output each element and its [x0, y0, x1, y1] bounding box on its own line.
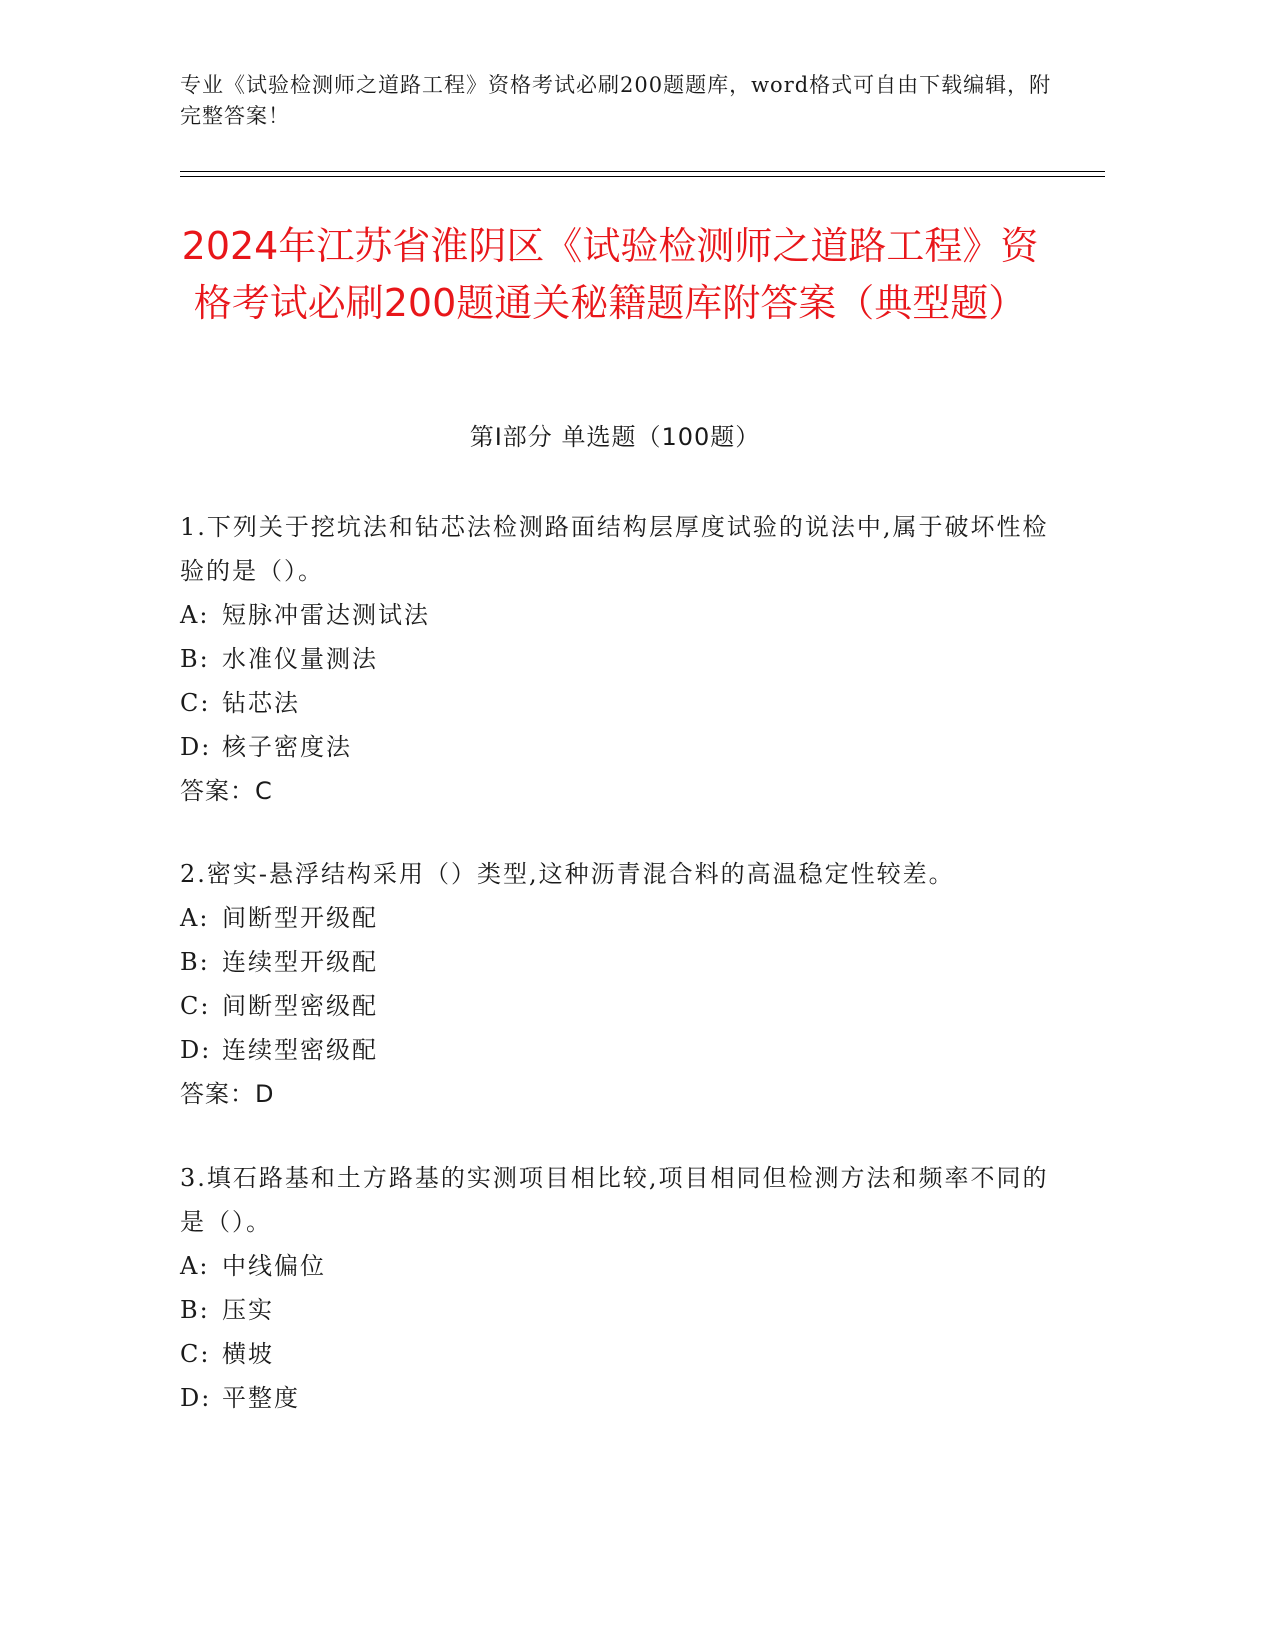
option-c — [180, 1332, 1060, 1376]
question-2 — [180, 852, 1060, 1116]
option-a — [180, 593, 1060, 637]
option-key: B: — [180, 948, 210, 976]
option-text: 连续型开级配 — [222, 948, 378, 976]
header-divider-bottom — [180, 176, 1105, 177]
option-key: D: — [180, 1384, 212, 1412]
option-c — [180, 984, 1060, 1028]
option-text: 连续型密级配 — [222, 1036, 378, 1064]
option-c — [180, 681, 1060, 725]
header-divider-top — [180, 171, 1105, 172]
option-key: D: — [180, 1036, 212, 1064]
option-text: 中线偏位 — [222, 1252, 326, 1280]
option-text: 核子密度法 — [222, 733, 352, 761]
option-text: 钻芯法 — [222, 689, 300, 717]
option-key: C: — [180, 689, 211, 717]
option-d — [180, 1028, 1060, 1072]
answer-line: 答案：D — [180, 1080, 275, 1108]
question-stem: 2.密实-悬浮结构采用（）类型,这种沥青混合料的高温稳定性较差。 — [180, 860, 955, 888]
header-note: 专业《试验检测师之道路工程》资格考试必刷200题题库，word格式可自由下载编辑，附完整答案！ — [180, 73, 1052, 128]
option-d — [180, 1376, 1060, 1420]
option-a — [180, 896, 1060, 940]
question-stem: 1.下列关于挖坑法和钻芯法检测路面结构层厚度试验的说法中,属于破坏性检验的是（）。 — [180, 513, 1049, 585]
answer-line: 答案：C — [180, 777, 273, 805]
option-text: 压实 — [222, 1296, 274, 1324]
option-b — [180, 940, 1060, 984]
option-text: 短脉冲雷达测试法 — [222, 601, 430, 629]
question-1 — [180, 505, 1060, 813]
option-key: C: — [180, 992, 211, 1020]
option-b — [180, 1288, 1060, 1332]
section-title: 第Ⅰ部分 单选题（100题） — [469, 423, 761, 451]
option-key: A: — [180, 904, 210, 932]
option-text: 水准仪量测法 — [222, 645, 378, 673]
document-title: 2024年江苏省淮阴区《试验检测师之道路工程》资格考试必刷200题通关秘籍题库附答案（典型题） — [181, 224, 1039, 325]
option-a — [180, 1244, 1060, 1288]
question-3 — [180, 1156, 1060, 1420]
question-stem: 3.填石路基和土方路基的实测项目相比较,项目相同但检测方法和频率不同的是（）。 — [180, 1164, 1049, 1236]
option-key: C: — [180, 1340, 211, 1368]
option-text: 间断型密级配 — [222, 992, 378, 1020]
option-text: 间断型开级配 — [222, 904, 378, 932]
option-text: 平整度 — [222, 1384, 300, 1412]
option-key: A: — [180, 1252, 210, 1280]
option-key: A: — [180, 601, 210, 629]
option-d — [180, 725, 1060, 769]
option-text: 横坡 — [222, 1340, 274, 1368]
option-key: B: — [180, 1296, 210, 1324]
option-key: B: — [180, 645, 210, 673]
option-key: D: — [180, 733, 212, 761]
option-b — [180, 637, 1060, 681]
